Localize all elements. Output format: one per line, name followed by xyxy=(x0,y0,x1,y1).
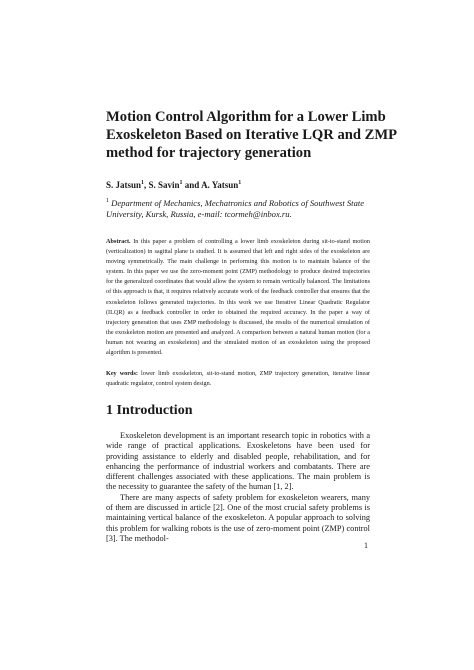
abstract-label: Abstract. xyxy=(106,238,131,245)
author-separator: and xyxy=(182,180,202,190)
author-name: S. Jatsun xyxy=(106,180,142,190)
abstract-text: In this paper a problem of controlling a lower limb exoskeleton during sit-to-stand motion (verticalization) in sagittal plane is studied. It is assumed that left and right sides of the exoskeleton are moving symmetrically. The main challenge in performing this motion is to maintain balance of the system. In this paper we use the zero-moment point (ZMP) methodology to produce desired trajectories for the generalized coordinates that would allow the system to remain vertically balanced. The limitations of this approach is that, it requires relatively accurate work of the feedback controller that ensures that the exoskeleton follows generated trajectories. In this work we use Iterative Linear Quadratic Regulator (ILQR) as a feedback controller in order to obtained the required accuracy. In the paper a way of trajectory generation that uses ZMP methodology is discussed, the results of the numerical simulation of the exoskeleton motion are presented and analyzed. A comparison between a natural human motion (for a human not wearing an exoskeleton) and the simulated motion of an exoskeleton using the proposed algorithm is presented. xyxy=(106,238,370,357)
keywords-label: Key words: xyxy=(106,370,138,377)
author-separator: , xyxy=(144,180,149,190)
keywords xyxy=(106,369,370,389)
author-list xyxy=(106,180,241,190)
page-number: 1 xyxy=(364,541,368,550)
keywords-text: lower limb exoskeleton, sit-to-stand motion, ZMP trajectory generation, iterative linear quadratic regulator, control system design. xyxy=(106,370,371,388)
author-affiliation-mark: 1 xyxy=(179,180,183,186)
affiliation xyxy=(106,196,386,220)
section-title: Introduction xyxy=(116,403,193,418)
section-heading xyxy=(106,403,192,419)
section-number: 1 xyxy=(106,403,113,418)
author-affiliation-mark: 1 xyxy=(238,180,242,186)
author-name: A. Yatsun xyxy=(201,180,239,190)
affiliation-text: Department of Mechanics, Mechatronics and Robotics of Southwest State University, Kursk, Russia, e-mail: tcormeh@inbox.ru. xyxy=(106,197,365,219)
abstract xyxy=(106,237,370,358)
body-paragraph: There are many aspects of safety problem for exoskeleton wearers, many of them are discussed in article [2]. One of the most crucial safety problems is maintaining vertical balance of the exoskeleton. A popular approach to solving this problem for walking robots is the use of zero-moment point (ZMP) control [3]. The methodol- xyxy=(106,492,370,543)
author-name: S. Savin xyxy=(148,180,180,190)
author-affiliation-mark: 1 xyxy=(141,180,145,186)
body-paragraph: Exoskeleton development is an important research topic in robotics with a wide range of practical applications. Exoskeletons have been used for providing assistance to elderly and disabled people, rehabilitation, and for enhancing the performance of industrial workers and combatants. There are different challenges associated with these applications. The main problem is the necessity to guarantee the safety of the human [1, 2]. xyxy=(106,431,370,492)
affiliation-mark: 1 xyxy=(106,198,109,204)
section-body xyxy=(106,431,370,544)
paper-title: Motion Control Algorithm for a Lower Limb Exoskeleton Based on Iterative LQR and ZMP method for trajectory generation xyxy=(106,109,397,161)
